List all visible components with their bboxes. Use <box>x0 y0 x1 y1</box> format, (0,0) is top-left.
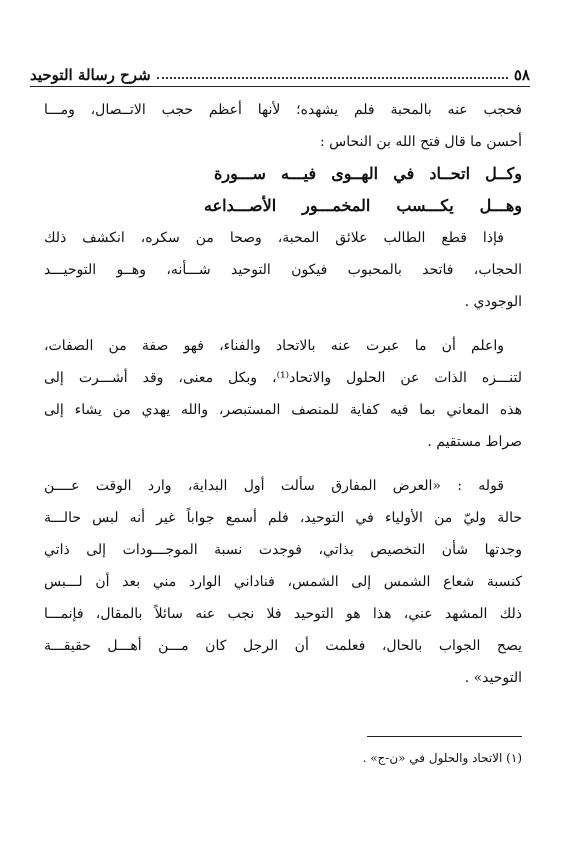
text-line: حالة وليّ من الأولياء في التوحيد، فلم أسمع جواباً غير أنه لبس حالـــة <box>44 510 522 526</box>
footnote: (١) الاتحاد والحلول في «ن-ج» . <box>362 751 522 765</box>
paragraph-gap <box>44 318 522 330</box>
body-text <box>44 94 522 694</box>
text-line: التوحيد» . <box>464 670 522 686</box>
text-line: واعلم أن ما عبرت عنه بالاتحاد والفناء، فهو صفة من الصفات، <box>44 338 504 354</box>
text-line: يصح الجواب بالحال، فعلمت أن الرجل كان مـــن أهـــل حقيقـــة <box>44 638 522 654</box>
text-line: الحجاب، فاتحد بالمحبوب فيكون التوحيد شـــأنه، وهــو التوحيـــد <box>44 262 522 278</box>
header-dot-leader <box>157 77 508 79</box>
text-line: لتنـــزه الذات عن الحلول والاتحاد⁽¹⁾، وبكل معنى، وقد أشـــرت إلى <box>44 370 522 386</box>
poem-verse: وهـــل يكـــسب المخمـــور الأصـــداعه <box>204 196 522 215</box>
text-line: قوله : «العرض المفارق سألت أول البداية، وارد الوقت عــــن <box>44 478 504 494</box>
footnote-separator <box>367 736 522 737</box>
text-line: الوجودي . <box>464 294 522 310</box>
text-line: أحسن ما قال فتح الله بن النحاس : <box>319 134 522 150</box>
text-line: وجدتها شأن التخصيص بذاتي، فوجدت نسبة الموجـــودات إلى ذاتي <box>44 542 522 558</box>
text-line: هذه المعاني بما فيه كفاية للمنصف المستبصر، والله يهدي من يشاء إلى <box>44 402 522 418</box>
text-line: ذلك المشهد عني، هذا هو التوحيد فلا نجب عنه سائلاً بالمقال، فإنمـــا <box>44 606 522 622</box>
text-line: صراط مستقيم . <box>427 434 522 450</box>
poem-verse: وكــل اتحــاد في الهــوى فيـــه ســـورة <box>214 164 522 183</box>
page-header <box>30 60 530 84</box>
header-rule <box>30 86 530 87</box>
text-line: كنسبة شعاع الشمس إلى الشمس، فناداني الوارد مني بعد أن لـــبس <box>44 574 522 590</box>
paragraph-gap <box>44 458 522 470</box>
text-line: فإذا قطع الطالب علائق المحبة، وصحا من سكره، انكشف ذلك <box>44 230 504 246</box>
running-title: شرح رسالة التوحيد <box>30 66 151 84</box>
text-line: فحجب عنه بالمحبة فلم يشهده؛ لأنها أعظم حجب الاتــصال، ومـــا <box>44 102 522 118</box>
page-number: ٥٨ <box>513 66 530 84</box>
